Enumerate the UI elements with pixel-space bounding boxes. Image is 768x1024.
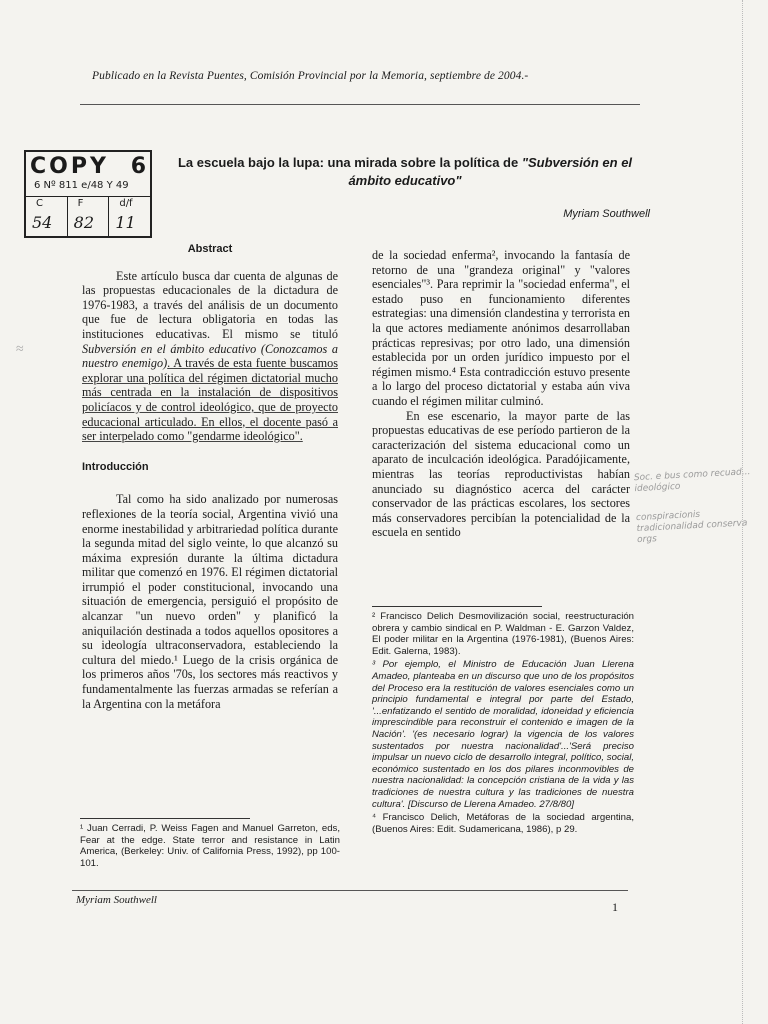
library-stamp: [24, 150, 152, 238]
footnote-rule: [372, 606, 542, 607]
margin-note-2: conspiracionis tradicionalidad conserva orgs: [635, 509, 748, 546]
right-column: [372, 248, 630, 540]
stamp-cell-f: [68, 197, 110, 237]
intro-paragraph: Tal como ha sido analizado por numerosas reflexiones de la teoría social, Argentina vivió una enorme inestabilidad y arbitrariedad política durante la segunda mitad del siglo veinte, lo que alcanzó su máxima expresión durante la última dictadura militar que comenzó en 1976. El régimen dictatorial irrumpió el poder constitucional, invocando una situación de emergencia, persiguió el propósito de alcanzar "un nuevo orden" y planificó la aniquilación destinada a todos aquellos opositores a su ideología ultraconservadora, estableciendo la cultura del miedo.¹ Luego de la crisis orgánica de los primeros años '70s, los sectores más reactivos y fundamentalmente las fuerzas armadas se referían a la Argentina con la metáfora: [82, 492, 338, 711]
page-edge-dots: [742, 0, 745, 1024]
abstract-heading: Abstract: [187, 243, 233, 255]
right-paragraph-2: En ese escenario, la mayor parte de las propuestas educativas de ese período partieron de la caracterización del sistema educacional como un aparato de inculcación ideológica. Paradójicamente, mientras las teorías reproductivistas habían anunciado su diagnóstico acerca del carácter conservador de las prácticas escolares, los sectores más conservadores percibían la potencialidad de la escuela en sentido: [372, 408, 630, 540]
stamp-cell-label: C: [36, 198, 43, 209]
abstract-paragraph: [82, 269, 338, 444]
footer-rule: [72, 890, 628, 891]
footer-author: Myriam Southwell: [76, 894, 157, 906]
stamp-cell-label: F: [77, 198, 84, 209]
stamp-cell-df: [109, 197, 150, 237]
stamp-cell-value: 11: [115, 213, 136, 232]
author-name: Myriam Southwell: [563, 208, 650, 220]
title-italic: "Subversión en el ámbito educativo": [348, 155, 633, 188]
margin-note-1: Soc. e bus como recuad... ideológico: [633, 467, 751, 495]
footnotes-left: [80, 818, 340, 871]
stamp-cell-value: 54: [32, 213, 53, 232]
right-paragraph-1: de la sociedad enferma², invocando la fantasía de retorno de una "grandeza original" y "valores esenciales"³. Para reprimir la "sociedad enferma", el estado puso en funcionamiento diferentes estrategias: una dimensión clandestina y terrorista en la que actores mediamente anónimos desarrollaban prácticas represivas; por otro lado, una dimensión establecida por un orden jurídico impuesto por el régimen mismo.⁴ Esta contradicción estuvo presente a lo largo del proceso dictatorial y estaba aún viva cuando el régimen militar culminó.: [372, 248, 630, 408]
header-rule: [80, 104, 640, 105]
footnote-1: ¹ Juan Cerradi, P. Weiss Fagen and Manuel Garreton, eds, Fear at the edge. State terror and resistance in Latin America, (Berkeley: Univ. of California Press, 1992), pp 100-101.: [80, 823, 340, 869]
footnote-rule: [80, 818, 250, 819]
title-text: La escuela bajo la lupa: una mirada sobre la política de: [177, 155, 522, 170]
stamp-cell-label: d/f: [119, 198, 133, 209]
intro-heading: Introducción: [82, 460, 149, 473]
margin-pencil-mark: ≈: [16, 342, 24, 357]
footnote-3: ³ Por ejemplo, el Ministro de Educación Juan Llerena Amadeo, planteaba en un discurso que uno de los propósitos del Proceso era la restitución de valores esenciales como un principio fundamental e integral por parte del Estado, '...enfatizando el sentido de moralidad, idoneidad y eficiencia imprescindible para reconstruir el contenido e imagen de la Nación'. '(es necesario lograr) la vigencia de los valores sustentados por nuestra nacionalidad'...'Será preciso impulsar un nuevo ciclo de desarrollo integral, político, social, económico sustentado en los dos pilares inconmovibles de nuestra nacionalidad: la concepción cristiana de la vida y las tradiciones de nuestra cultura y las tradiciones de nuestra cultura'. [Discurso de Llerena Amadeo. 27/8/80]: [372, 659, 634, 810]
article-title: [160, 154, 650, 189]
stamp-cell-value: 82: [73, 213, 95, 232]
publication-header: Publicado en la Revista Puentes, Comisión Provincial por la Memoria, septiembre de 2004.-: [92, 70, 529, 82]
stamp-copy-label: COPY: [30, 154, 109, 179]
stamp-number: 6: [130, 154, 146, 179]
footnote-4: ⁴ Francisco Delich, Metáforas de la sociedad argentina, (Buenos Aires: Edit. Sudamericana, 1986), p 29.: [372, 812, 634, 835]
abstract-text-b: . A través de esta fuente buscamos explorar una política del régimen dictatorial mucho más centrada en la instalación de dispositivos policíacos y de control ideológico, que de proyecto educacional articulado. En ellos, el docente pasó a ser interpelado como "gendarme ideológico".: [82, 356, 338, 444]
footnote-2: ² Francisco Delich Desmovilización social, reestructuración obrera y cambio sindical en P. Waldman - E. Garzon Valdez, El poder militar en la Argentina (1976-1981), (Buenos Aires: Edit. Galerna, 1983).: [372, 611, 634, 657]
stamp-reference: 6 Nº 811 e/48 Y 49: [34, 180, 129, 191]
handwritten-margin-notes: [634, 467, 759, 564]
footnotes-right: [372, 606, 634, 837]
stamp-grid: [26, 196, 150, 237]
abstract-text-a: Este artículo busca dar cuenta de algunas de las propuestas educacionales de la dictadura de 1976-1983, a través del análisis de un documento que fue de lectura obligatoria en todas las instituciones educativas. El mismo se tituló: [82, 268, 338, 341]
abstract-italic-title: Subversión en el ámbito educativo (Conozcamos a nuestro enemigo): [82, 341, 338, 371]
page-number: 1: [612, 900, 618, 914]
stamp-cell-c: [26, 197, 68, 237]
left-column: [82, 242, 338, 711]
